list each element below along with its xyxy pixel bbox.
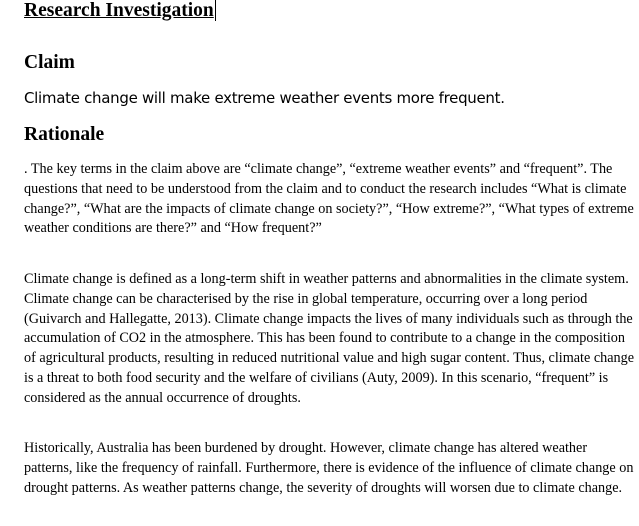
document-title[interactable]: Research Investigation [24, 0, 214, 21]
text-cursor [215, 0, 216, 21]
rationale-paragraph-2: Climate change is defined as a long-term shift in weather patterns and abnormalities in the climate system. Climate change can be characterised by the rise in global temperature, occurring over a long period (Guivarch and Hallegatte, 2013). Climate change impacts the lives of many individuals such as through the accumulation of CO2 in the atmosphere. This has been found to contribute to a change in the composition of agricultural products, resulting in reduced nutritional value and high sugar content. Thus, climate change is a threat to both food security and the welfare of civilians (Auty, 2009). In this scenario, “frequent” is considered as the annual occurrence of droughts. [24, 271, 635, 406]
claim-heading: Claim [24, 52, 75, 73]
claim-text: Climate change will make extreme weather events more frequent. [24, 89, 505, 107]
rationale-paragraph-3: Historically, Australia has been burdened by drought. However, climate change has altered weather patterns, like the frequency of rainfall. Furthermore, there is evidence of the influence of climate change on drought patterns. As weather patterns change, the severity of droughts will worsen due to climate change. [24, 440, 634, 496]
rationale-heading: Rationale [24, 124, 105, 145]
rationale-paragraph-1: . The key terms in the claim above are “climate change”, “extreme weather events” and “frequent”. The questions that need to be understood from the claim and to conduct the research includes “What is climate change?”, “What are the impacts of climate change on society?”, “How extreme?”, “What types of extreme weather conditions are there?” and “How frequent?” [24, 161, 634, 237]
